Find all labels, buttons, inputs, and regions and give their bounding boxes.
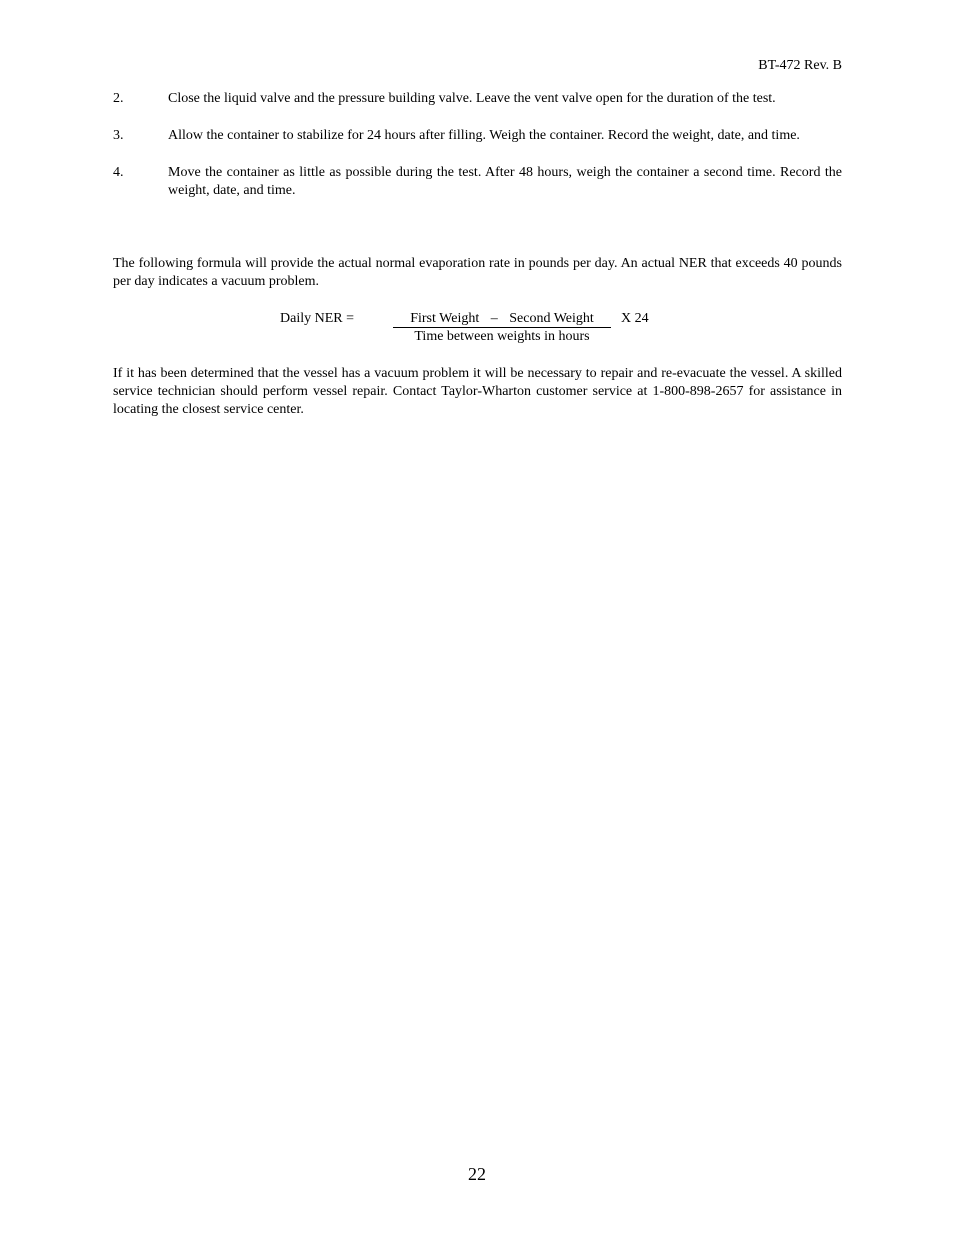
formula-label: Daily NER =	[280, 311, 354, 326]
repair-paragraph: If it has been determined that the vessel has a vacuum problem it will be necessary to repair and re-evacuate the vessel. A skilled service technician should perform vessel repair. Contact Taylor-Wharton customer service at 1-800-898-2657 for assistance in locating the closest service center.	[113, 366, 842, 417]
step-item	[113, 127, 842, 145]
step-number: 4.	[113, 165, 124, 180]
step-text: Move the container as little as possible during the test. After 48 hours, weigh the container a second time. Record the weight, date, and time.	[168, 165, 842, 198]
numerator-operator: –	[490, 311, 498, 326]
ner-formula	[280, 310, 700, 350]
numerator-first-weight: First Weight	[410, 311, 480, 326]
step-text: Close the liquid valve and the pressure building valve. Leave the vent valve open for the duration of the test.	[168, 91, 776, 106]
formula-fraction	[393, 310, 611, 346]
formula-numerator	[393, 310, 611, 328]
step-item	[113, 164, 842, 200]
step-text: Allow the container to stabilize for 24 hours after filling. Weigh the container. Record the weight, date, and time.	[168, 128, 800, 143]
procedure-steps	[113, 90, 842, 219]
step-item	[113, 90, 842, 108]
page-number: 22	[468, 1164, 486, 1184]
document-id: BT-472 Rev. B	[758, 58, 842, 73]
formula-multiplier: X 24	[621, 311, 649, 326]
numerator-second-weight: Second Weight	[509, 311, 594, 326]
formula-intro-paragraph: The following formula will provide the actual normal evaporation rate in pounds per day. An actual NER that exceeds 40 pounds per day indicates a vacuum problem.	[113, 256, 842, 289]
step-number: 3.	[113, 128, 124, 143]
formula-denominator: Time between weights in hours	[414, 329, 590, 344]
step-number: 2.	[113, 91, 124, 106]
